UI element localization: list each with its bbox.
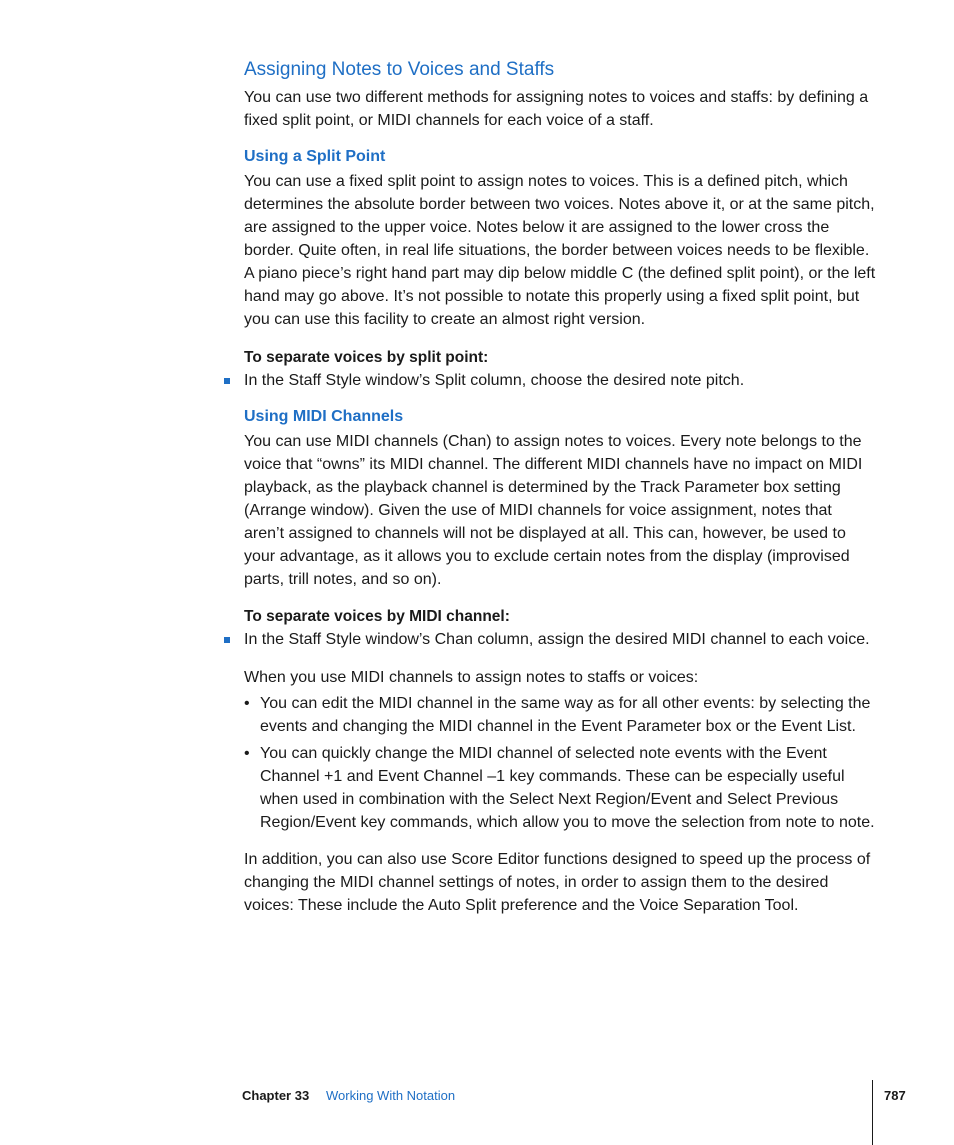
- section-title: Assigning Notes to Voices and Staffs: [244, 59, 555, 80]
- bullet-dot-icon: •: [244, 695, 250, 712]
- step-square-icon: [224, 378, 230, 384]
- midi-channels-heading: Using MIDI Channels: [244, 408, 404, 425]
- page-number: 787: [884, 1088, 906, 1103]
- split-point-heading: Using a Split Point: [244, 148, 386, 165]
- midi-channels-task-title: To separate voices by MIDI channel:: [244, 608, 510, 625]
- list-item: [244, 692, 876, 738]
- midi-channels-when-intro: When you use MIDI channels to assign notes to staffs or voices:: [244, 669, 699, 686]
- step-square-icon: [224, 637, 230, 643]
- midi-channels-step-text: In the Staff Style window’s Chan column, assign the desired MIDI channel to each voice.: [244, 631, 870, 648]
- list-item: [244, 742, 876, 834]
- split-point-step: [244, 369, 876, 392]
- list-item-text: You can quickly change the MIDI channel of selected note events with the Event Channel +1 and Event Channel –1 key commands. These can be especially useful when used in combination with the Select Next Region/Event and Select Previous Region/Event key commands, which allow you to move the selection from note to note.: [260, 745, 875, 831]
- list-item-text: You can edit the MIDI channel in the same way as for all other events: by selecting the events and changing the MIDI channel in the Event Parameter box or the Event List.: [260, 695, 871, 735]
- footer-chapter: Chapter 33: [242, 1088, 310, 1103]
- page-footer: [0, 1080, 954, 1145]
- page-content: [244, 58, 876, 917]
- midi-channels-bullet-list: [244, 692, 876, 834]
- section-intro: You can use two different methods for assigning notes to voices and staffs: by defining a fixed split point, or MIDI channels for each voice of a staff.: [244, 89, 869, 129]
- split-point-task-title: To separate voices by split point:: [244, 349, 489, 366]
- bullet-dot-icon: •: [244, 745, 250, 762]
- footer-chapter-title: Working With Notation: [326, 1088, 456, 1103]
- midi-channels-closing: In addition, you can also use Score Editor functions designed to speed up the process of changing the MIDI channel settings of notes, in order to assign them to the desired voices: These include the Auto Split preference and the Voice Separation Tool.: [244, 851, 871, 914]
- midi-channels-body: You can use MIDI channels (Chan) to assign notes to voices. Every note belongs to the voice that “owns” its MIDI channel. The different MIDI channels have no impact on MIDI playback, as the playback channel is determined by the Track Parameter box setting (Arrange window). Given the use of MIDI channels for voice assignment, notes that aren’t assigned to channels will not be displayed at all. This can, however, be used to your advantage, as it allows you to exclude certain notes from the display (improvised parts, trill notes, and so on).: [244, 433, 863, 588]
- midi-channels-step: [244, 628, 876, 651]
- split-point-step-text: In the Staff Style window’s Split column, choose the desired note pitch.: [244, 372, 745, 389]
- split-point-body: You can use a fixed split point to assign notes to voices. This is a defined pitch, which determines the absolute border between two voices. Notes above it, or at the same pitch, are assigned to the upper voice. Notes below it are assigned to the lower cross the border. Quite often, in real life situations, the border between voices needs to be flexible. A piano piece’s right hand part may dip below middle C (the defined split point), or the left hand may go above. It’s not possible to notate this properly using a fixed split point, but you can use this facility to create an almost right version.: [244, 173, 876, 328]
- footer-divider: [872, 1080, 873, 1145]
